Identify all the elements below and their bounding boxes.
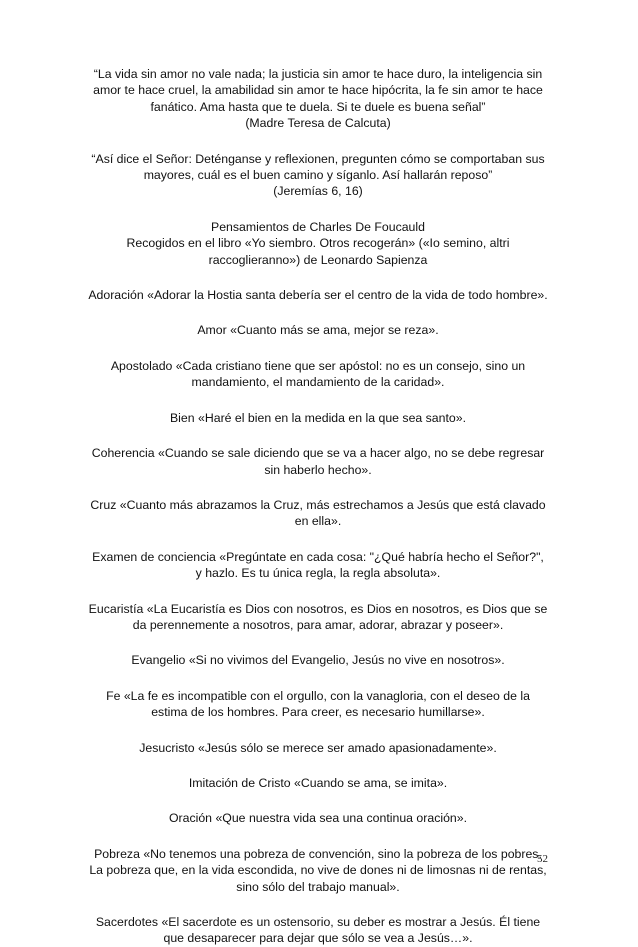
entry-evangelio: Evangelio «Si no vivimos del Evangelio, Jesús no vive en nosotros». <box>131 653 505 668</box>
quote-jeremias: “Así dice el Señor: Deténganse y reflexionen, pregunten cómo se comportaban sus mayores, cuál es el buen camino y síganlo. Así hallarán reposo” <box>91 151 545 183</box>
entry-bien: Bien «Haré el bien en la medida en la que sea santo». <box>169 410 466 425</box>
section-title: Pensamientos de Charles De Foucauld <box>211 219 425 234</box>
entry-coherencia: Coherencia «Cuando se sale diciendo que se va a hacer algo, no se debe regresar sin haberlo hecho». <box>91 446 545 477</box>
entry-apostolado: Apostolado «Cada cristiano tiene que ser apóstol: no es un consejo, sino un mandamiento, el mandamiento de la caridad». <box>110 358 526 390</box>
quote-jeremias-source: (Jeremías 6, 16) <box>273 184 363 199</box>
entry-adoracion: Adoración «Adorar la Hostia santa debería ser el centro de la vida de todo hombre». <box>88 288 548 303</box>
page-number: 52 <box>537 853 548 865</box>
entry-cruz: Cruz «Cuanto más abrazamos la Cruz, más estrechamos a Jesús que está clavado en ella». <box>90 497 546 529</box>
quote-teresa-source: (Madre Teresa de Calcuta) <box>245 116 391 131</box>
entry-jesucristo: Jesucristo «Jesús sólo se merece ser amado apasionadamente». <box>139 740 497 755</box>
entry-sacerdotes: Sacerdotes «El sacerdote es un ostensorio, su deber es mostrar a Jesús. Él tiene que desaparecer para dejar que sólo se vea a Jesús…». <box>95 915 541 946</box>
section-subtitle: Recogidos en el libro «Yo siembro. Otros recogerán» («Io semino, altri raccoglieranno») de Leonardo Sapienza <box>126 236 510 267</box>
entry-oracion: Oración «Que nuestra vida sea una continua oración». <box>168 811 468 826</box>
entry-imitacion-de-cristo: Imitación de Cristo «Cuando se ama, se imita». <box>188 775 448 790</box>
entry-pobreza: Pobreza «No tenemos una pobreza de convención, sino la pobreza de los pobres. La pobreza que, en la vida escondida, no vive de dones ni de limosnas ni de rentas, sino sólo del trabajo manual». <box>89 846 547 894</box>
document-page <box>88 66 548 947</box>
entry-fe: Fe «La fe es incompatible con el orgullo, con la vanagloria, con el deseo de la estima de los hombres. Para creer, es necesario humillarse». <box>106 688 530 720</box>
entry-amor: Amor «Cuanto más se ama, mejor se reza». <box>197 323 439 338</box>
quote-teresa: “La vida sin amor no vale nada; la justicia sin amor te hace duro, la inteligencia sin amor te hace cruel, la amabilidad sin amor te hace hipócrita, la fe sin amor te hace fanático. Ama hasta que te duela. Si te duele es buena señal” <box>93 67 543 114</box>
entry-examen-de-conciencia: Examen de conciencia «Pregúntate en cada cosa: "¿Qué habría hecho el Señor?", y hazlo. Es tu única regla, la regla absoluta». <box>92 549 544 581</box>
entry-eucaristia: Eucaristía «La Eucaristía es Dios con nosotros, es Dios en nosotros, es Dios que se da perennemente a nosotros, para amar, adorar, abrazar y poseer». <box>88 601 548 632</box>
